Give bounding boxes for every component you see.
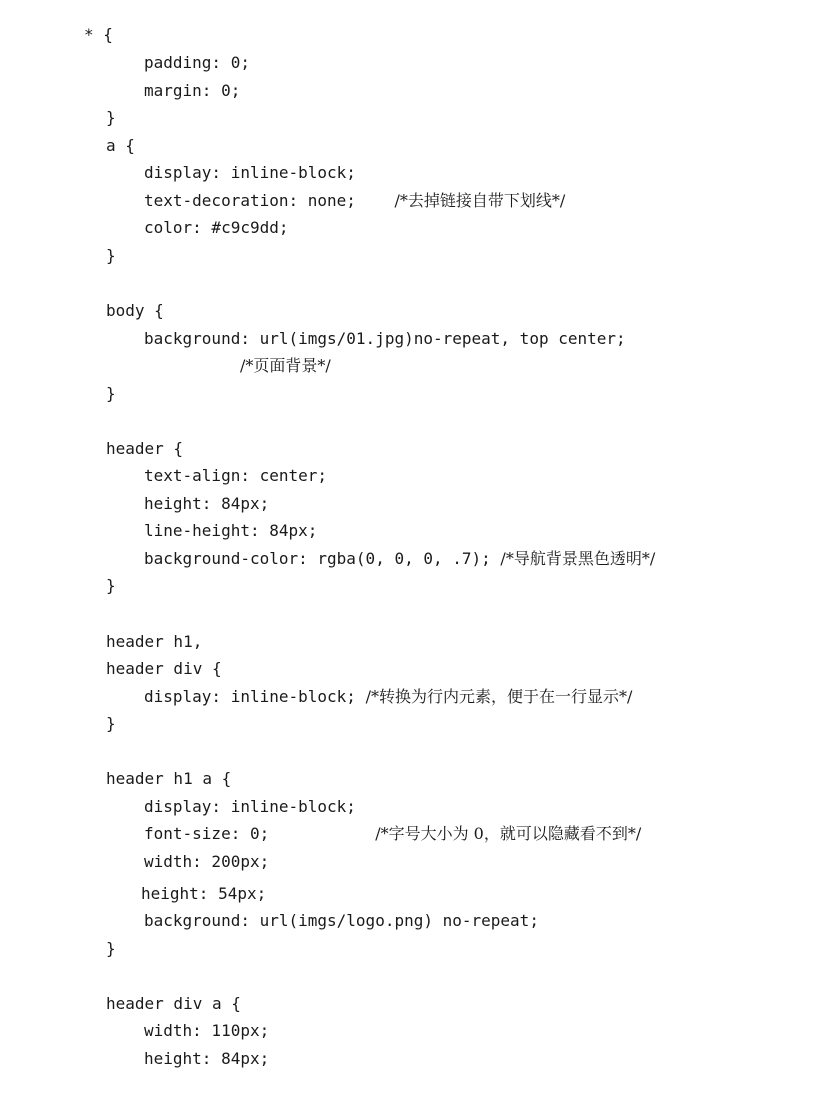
code-line: } bbox=[106, 246, 116, 265]
code-line: height: 84px; bbox=[144, 1049, 270, 1068]
code-line: } bbox=[106, 714, 116, 733]
code-line: } bbox=[106, 576, 116, 595]
code-line: a { bbox=[106, 136, 135, 155]
code-line: * { bbox=[84, 25, 113, 44]
code-line: display: inline-block; bbox=[144, 163, 356, 182]
code-line: background: url(imgs/01.jpg)no-repeat, top center; bbox=[144, 329, 626, 348]
code-line: font-size: 0; /*字号大小为 0，就可以隐藏看不到*/ bbox=[144, 824, 642, 843]
code-line: height: 54px; bbox=[141, 884, 267, 903]
code-line: display: inline-block; bbox=[144, 797, 356, 816]
code-line: header div a { bbox=[106, 994, 241, 1013]
code-line: margin: 0; bbox=[144, 81, 241, 100]
code-line: display: inline-block; /*转换为行内元素，便于在一行显示*/ bbox=[144, 687, 633, 706]
code-line: background: url(imgs/logo.png) no-repeat; bbox=[144, 911, 539, 930]
code-line: } bbox=[106, 384, 116, 403]
code-line: line-height: 84px; bbox=[144, 521, 318, 540]
code-line: header h1, bbox=[106, 632, 203, 651]
code-line: text-decoration: none; /*去掉链接自带下划线*/ bbox=[144, 191, 566, 210]
code-line: background-color: rgba(0, 0, 0, .7); /*导航背景黑色透明*/ bbox=[144, 549, 656, 568]
code-line: } bbox=[106, 108, 116, 127]
code-line: width: 110px; bbox=[144, 1021, 270, 1040]
code-line: body { bbox=[106, 301, 164, 320]
code-line: width: 200px; bbox=[144, 852, 270, 871]
code-line: header { bbox=[106, 439, 184, 458]
code-line: header div { bbox=[106, 659, 222, 678]
code-line: /*页面背景*/ bbox=[240, 356, 331, 375]
code-line: header h1 a { bbox=[106, 769, 232, 788]
code-line: color: #c9c9dd; bbox=[144, 218, 289, 237]
code-line: } bbox=[106, 939, 116, 958]
code-line: text-align: center; bbox=[144, 466, 328, 485]
code-line: height: 84px; bbox=[144, 494, 270, 513]
code-line: padding: 0; bbox=[144, 53, 250, 72]
